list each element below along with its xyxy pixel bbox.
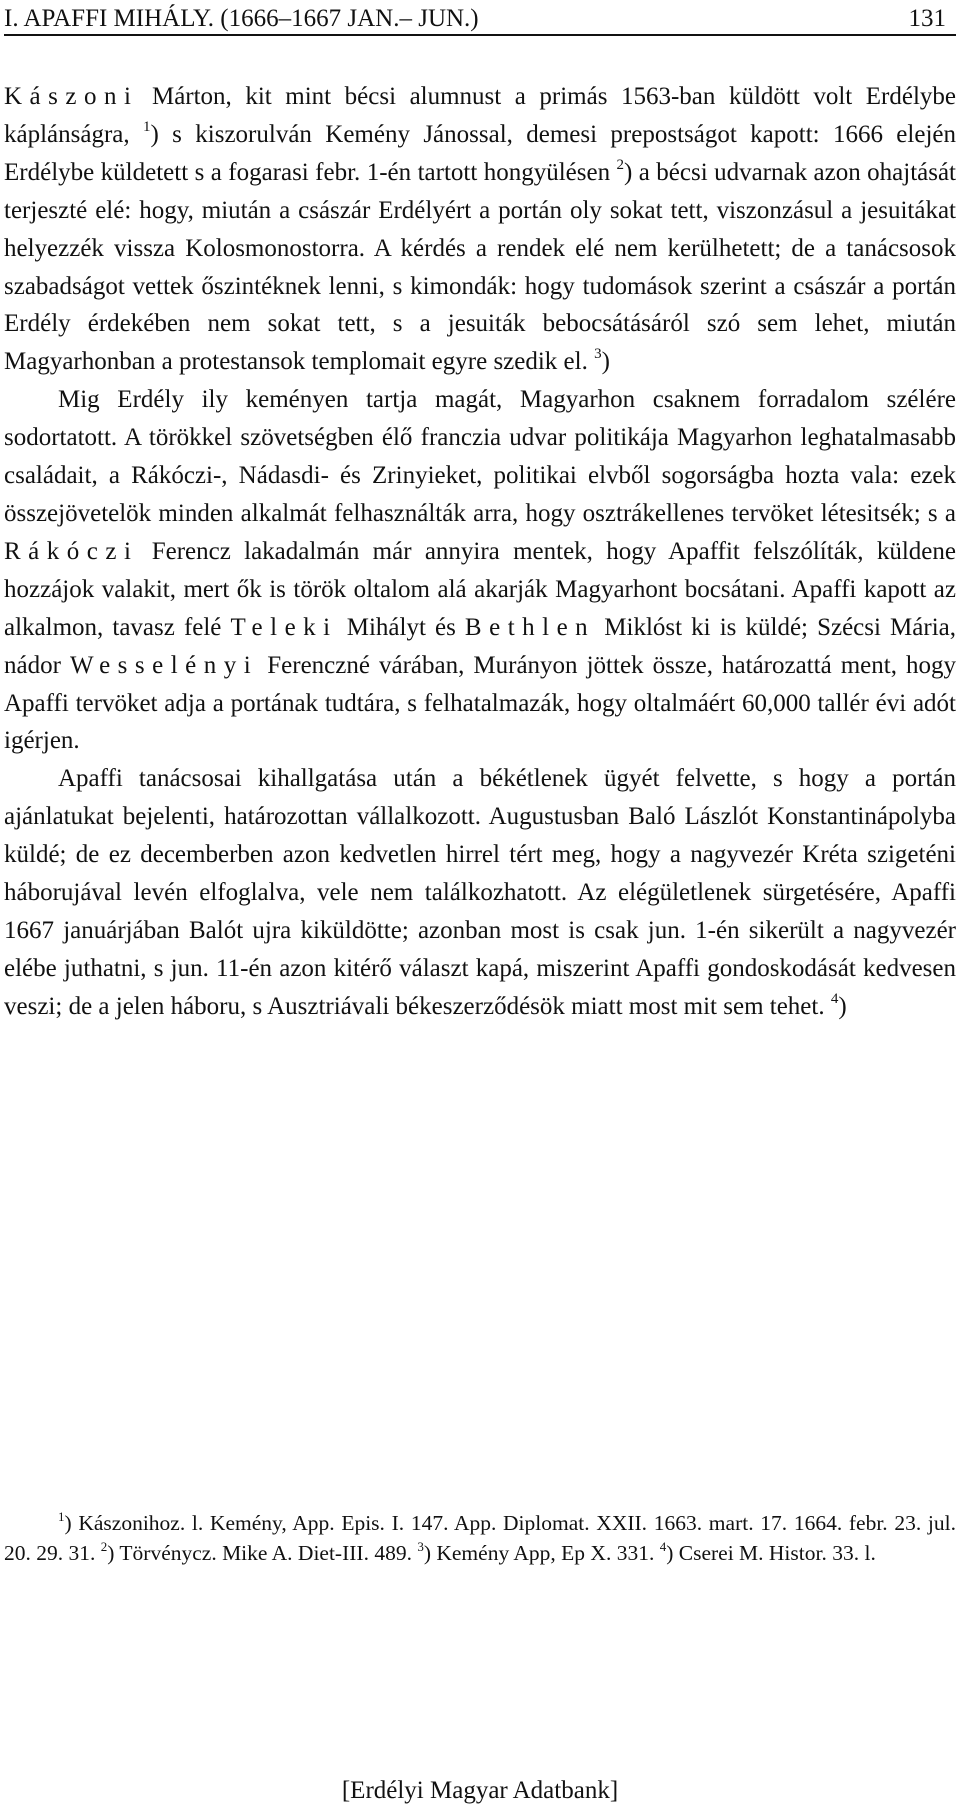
- footnote-ref-2: 2: [616, 156, 625, 173]
- name-kaszoni: Kászoni: [4, 83, 139, 110]
- footnote-1: ) Kászonihoz. l. Kemény, App. Epis. I. 147. App. Diplomat. XXII. 1663. mart. 17. 1664. febr. 23. jul. 20. 29. 31.: [4, 1511, 956, 1565]
- paragraph-3: [4, 760, 956, 1025]
- paragraph-1: [4, 78, 956, 381]
- main-text: [4, 78, 956, 1026]
- header-title: I. APAFFI MIHÁLY. (1666–1667 JAN.– JUN.): [4, 5, 479, 32]
- footnotes-text: [4, 1509, 956, 1568]
- paragraph-2: [4, 381, 956, 760]
- paragraph-text: Miklóst ki is küldé; Szécsi Mária, nádor: [4, 613, 956, 679]
- footnote-mark-1: 1: [58, 1509, 65, 1524]
- page-number: 131: [908, 5, 946, 32]
- footnote-mark-2: 2: [100, 1538, 108, 1554]
- header-rule: [4, 34, 956, 36]
- paragraph-text: ) s kiszorulván Kemény Jánossal, demesi prepostságot kapott: 1666 elején Erdélybe küldetett s a fogarasi febr. 1-én tartott hongyülésen: [4, 120, 956, 186]
- footnote-4: ) Cserei M. Histor. 33. l.: [666, 1540, 876, 1565]
- paragraph-text: Márton, kit mint bécsi alumnust a primás 1563-ban küldött volt Erdélybe káplánságra,: [4, 83, 956, 148]
- paragraph-text: ): [601, 348, 610, 376]
- paragraph-text: Mihályt és: [337, 613, 465, 641]
- name-teleki: Teleki: [230, 613, 338, 641]
- running-header: [4, 4, 956, 34]
- footnote-ref-3: 3: [594, 346, 602, 363]
- paragraph-text: ): [838, 992, 847, 1020]
- page-footer: [Erdélyi Magyar Adatbank]: [341, 1777, 619, 1804]
- footnote-3: ) Kemény App, Ep X. 331.: [423, 1540, 660, 1565]
- paragraph-text: ) a bécsi udvarnak azon ohajtását terjeszté elé: hogy, miután a császár Erdélyért a portán oly sokat tett, viszonzásul a jesuitákat helyezzék vissza Kolosmonostorra. A kérdés a rendek elé nem kerülhetett; de a tanácsosok szabadságot vettek őszintéknek lenni, s kimondák: hogy tudomások szerint a császár a portán Erdély érdekében nem sokat tett, s a jesuiták bebocsátásáról szó sem lehet, miután Magyarhonban a protestansok templomait egyre szedik el.: [4, 158, 957, 376]
- footnote-mark-3: 3: [417, 1538, 424, 1554]
- footnote-ref-1: 1: [143, 118, 151, 135]
- footnote-ref-4: 4: [830, 990, 839, 1007]
- name-wesselenyi: Wesselényi: [69, 651, 259, 679]
- name-rakoczi: Rákóczi: [4, 537, 139, 565]
- paragraph-text: Ferencz lakadalmán már annyira mentek, hogy Apaffit felszólíták, küldene hozzájok valakit, mert ők is török oltalom alá akarják Magyarhont bocsátani. Apaffi kapott az alkalmon, tavasz felé: [4, 537, 956, 641]
- footnote-2: ) Törvénycz. Mike A. Diet-III. 489.: [107, 1540, 418, 1565]
- footnotes: [4, 1509, 956, 1568]
- footnote-mark-4: 4: [659, 1538, 667, 1554]
- name-bethlen: Bethlen: [464, 613, 596, 641]
- paragraph-text: Apaffi tanácsosai kihallgatása után a békétlenek ügyét felvette, s hogy a portán ajánlatukat bejelenti, határozottan vállalkozott. Augustusban Baló Lászlót Konstantinápolyba küldé; de ez decemberben azon kedvetlen hirrel tért meg, hogy a nagyvezér Kréta szigeténi háborujával levén elfoglalva, vele nem találkozhatott. Az elégületlenek sürgetésére, Apaffi 1667 januárjában Balót ujra kiküldötte; azonban most is csak jun. 1-én sikerült a nagyvezér elébe juthatni, s jun. 11-én azon kitérő választ kapá, miszerint Apaffi gondoskodását kedvesen veszi; de a jelen háboru, s Ausztriávali békeszerződésök miatt most mit sem tehet.: [4, 765, 956, 1020]
- paragraph-text: Ferenczné várában, Murányon jöttek össze, határozattá ment, hogy Apaffi tervöket adja a portának tudtára, s felhatalmazák, hogy oltalmáért 60,000 tallér évi adót igérjen.: [4, 651, 956, 755]
- paragraph-text: Mig Erdély ily keményen tartja magát, Magyarhon csaknem forradalom szélére sodortatott. A törökkel szövetségben élő franczia udvar politikája Magyarhon leghatalmasabb családait, a Rákóczi-, Nádasdi- és Zrinyieket, politikai elvből sogorságba hozta vala: ezek összejövetelök minden alkalmát felhasználták arra, hogy osztrákellenes tervöket létesitsék; s a: [4, 386, 956, 527]
